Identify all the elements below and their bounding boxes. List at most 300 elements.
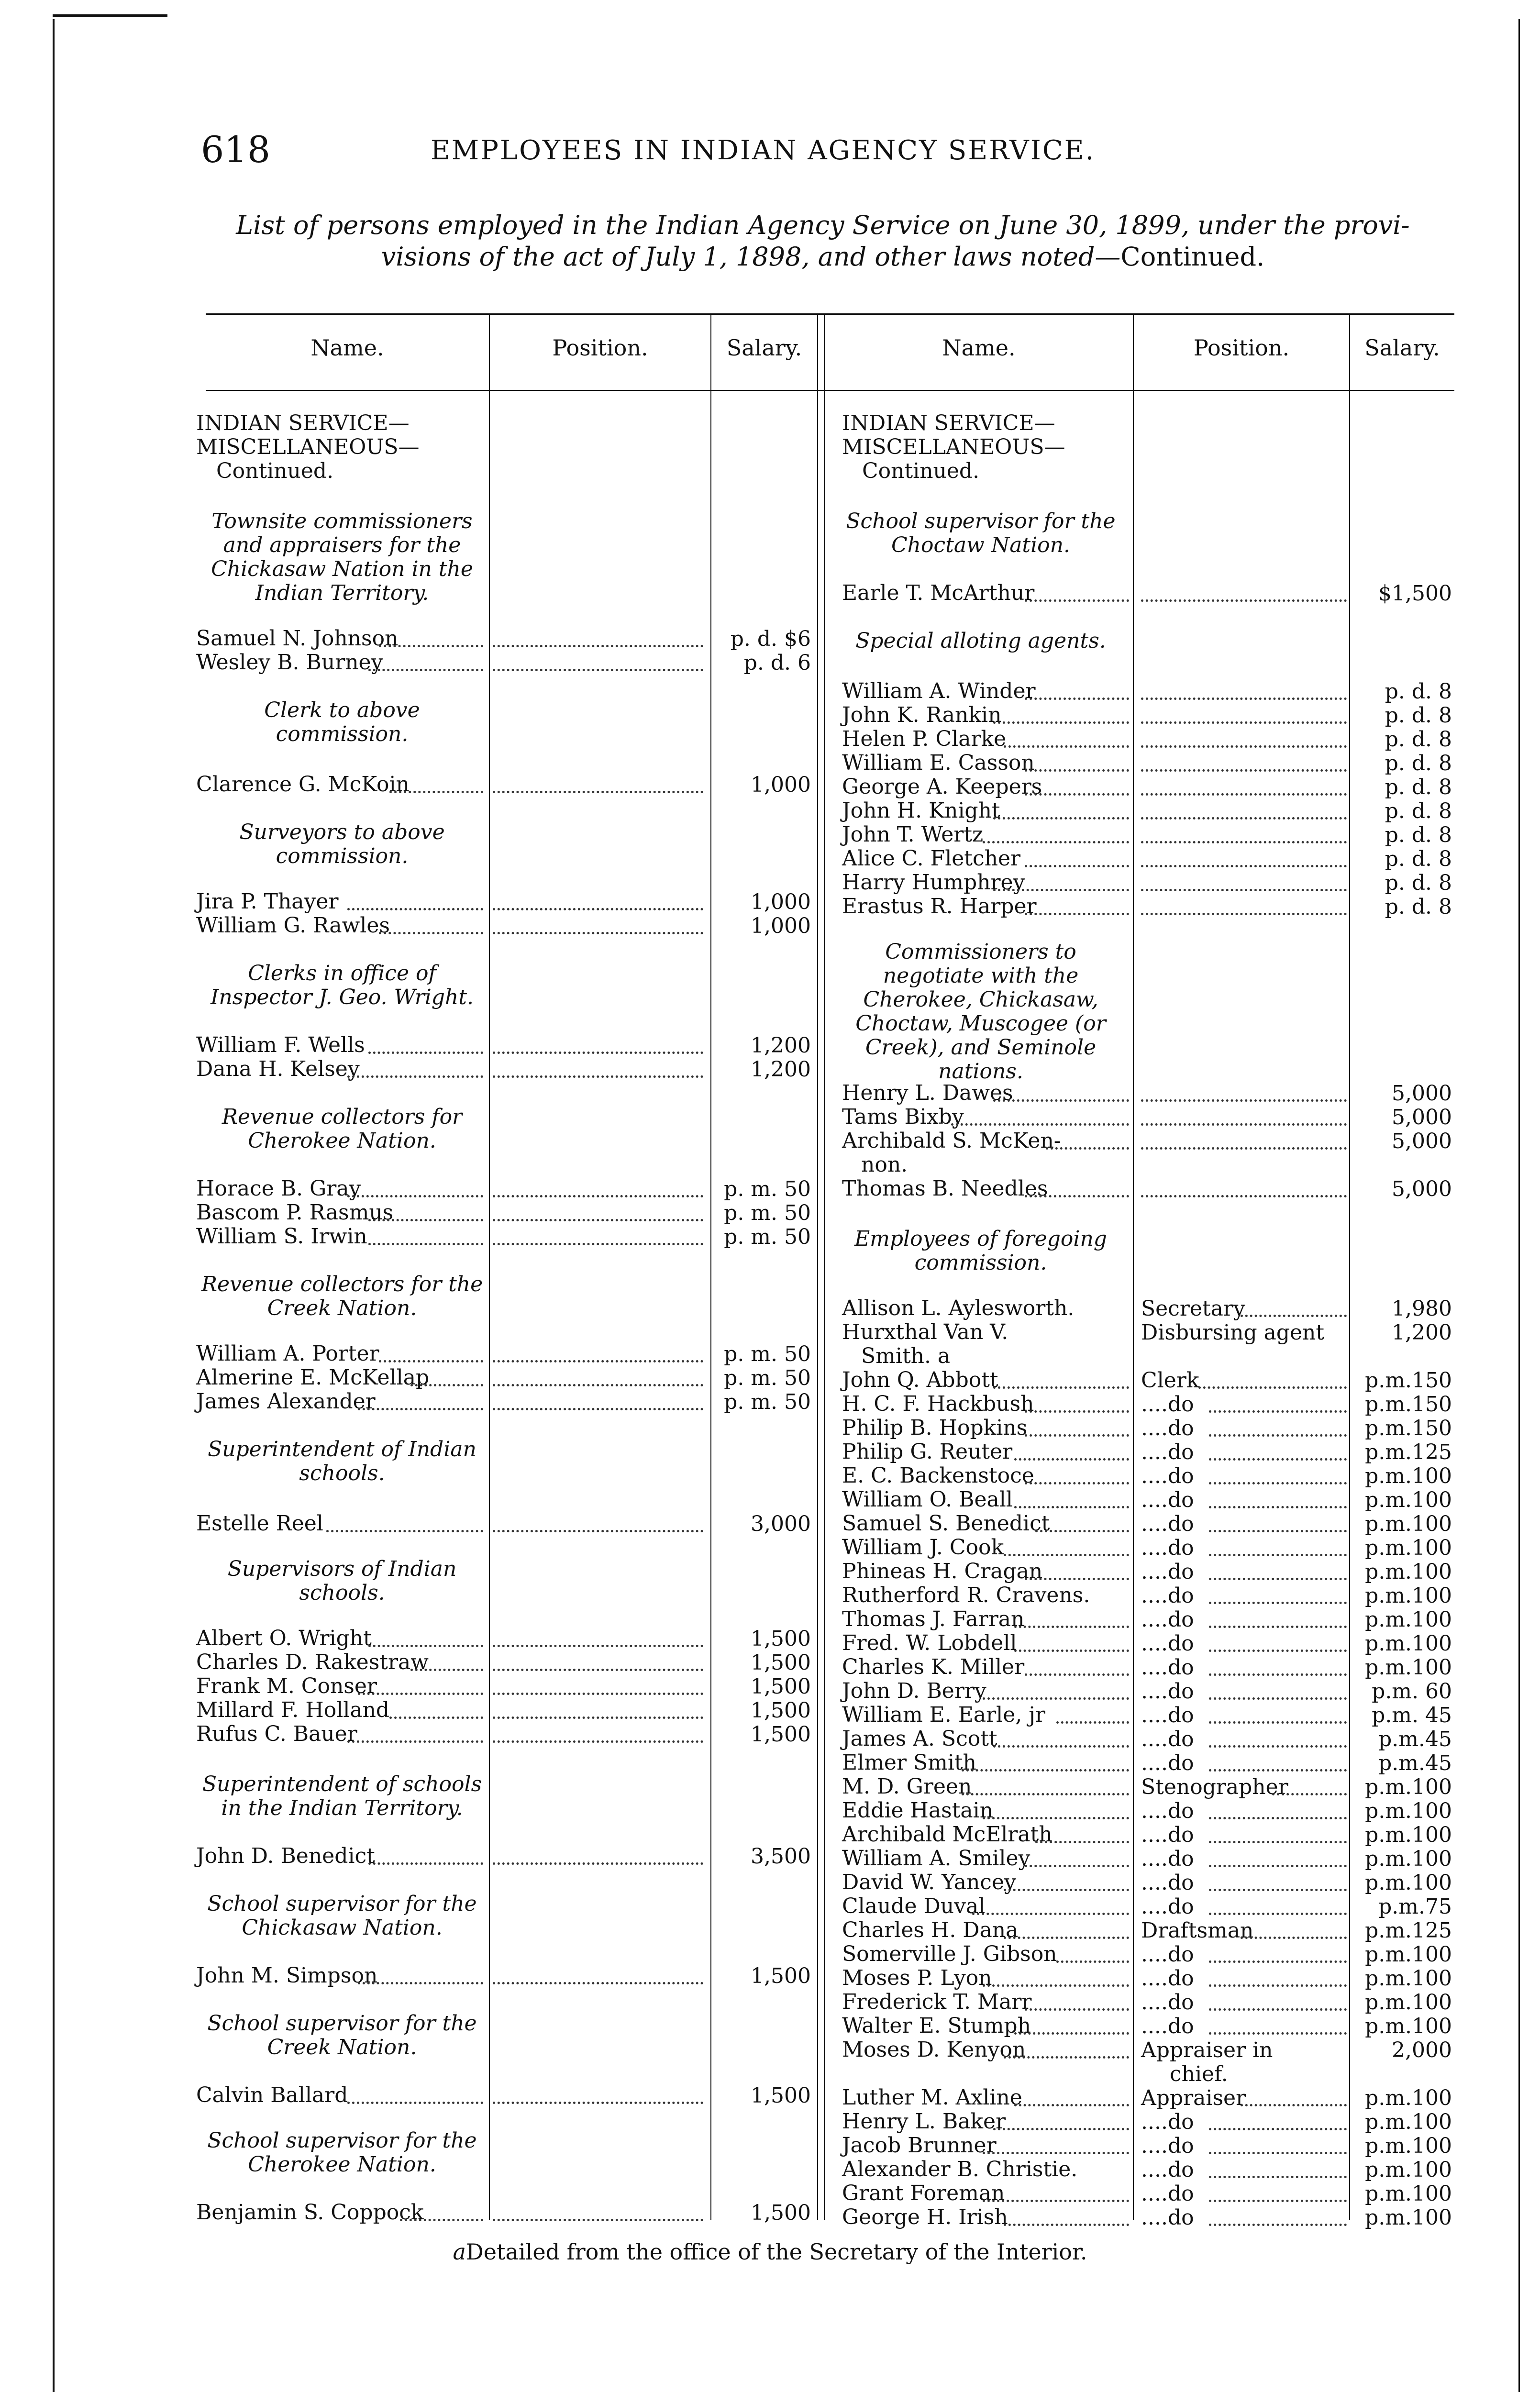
left-section-heading: INDIAN SERVICE— MISCELLANEOUS— Continued. — [196, 411, 420, 483]
right-name-leader — [993, 721, 1129, 724]
right-employee-position: ....do — [1141, 1679, 1194, 1704]
right-position-leader — [1209, 1697, 1347, 1700]
right-name-leader — [983, 2200, 1129, 2202]
left-name-leader — [379, 1360, 483, 1362]
left-employee-name: Benjamin S. Coppock — [196, 2200, 424, 2225]
right-employee-position: Secretary — [1141, 1296, 1245, 1321]
right-employee-name: Helen P. Clarke — [842, 727, 1007, 751]
right-position-leader — [1209, 1960, 1347, 1963]
right-name-leader — [1025, 793, 1129, 796]
left-employee-name: Jira P. Thayer — [196, 889, 339, 914]
right-employee-salary: p.m.100 — [1365, 2134, 1452, 2158]
left-position-leader — [493, 645, 703, 647]
right-employee-name: Henry L. Dawes — [842, 1081, 1013, 1105]
right-employee-salary: p. d. 8 — [1385, 799, 1452, 823]
right-position-leader — [1209, 1602, 1347, 1604]
left-employee-name: Horace B. Gray — [196, 1176, 361, 1201]
right-employee-name: Fred. W. Lobdell — [842, 1631, 1017, 1655]
left-name-leader — [347, 1195, 483, 1197]
right-position-leader — [1209, 1578, 1347, 1580]
right-employee-name: Eddie Hastain — [842, 1798, 994, 1823]
right-name-leader — [1004, 1889, 1129, 1891]
right-position-leader — [1141, 1147, 1347, 1150]
left-position-leader — [493, 1195, 703, 1197]
right-employee-position: ....do — [1141, 1536, 1194, 1560]
right-employee-position: Stenographer — [1141, 1775, 1288, 1799]
right-name-leader — [1014, 2032, 1129, 2035]
right-position-leader — [1209, 1769, 1347, 1772]
left-employee-salary: 1,000 — [751, 773, 811, 797]
left-employee-name: Frank M. Conser — [196, 1674, 377, 1698]
right-position-leader — [1141, 599, 1347, 602]
right-employee-position: ....do — [1141, 2182, 1194, 2206]
right-name-continuation: non. — [861, 1152, 908, 1177]
right-employee-salary: p.m.75 — [1378, 1894, 1452, 1919]
left-employee-name: James Alexander — [196, 1389, 376, 1414]
right-employee-salary: p. d. 8 — [1385, 895, 1452, 919]
right-position-leader — [1209, 2200, 1347, 2202]
right-name-leader — [1004, 1554, 1129, 1556]
left-position-leader — [493, 1862, 703, 1865]
right-position-leader — [1209, 2152, 1347, 2154]
left-employee-name: Charles D. Rakestraw — [196, 1650, 429, 1674]
right-name-leader — [1025, 1195, 1129, 1197]
left-position-leader — [493, 1243, 703, 1245]
right-employee-name: Somerville J. Gibson — [842, 1942, 1057, 1966]
left-employee-name: Samuel N. Johnson — [196, 626, 399, 651]
right-name-leader — [993, 1099, 1129, 1102]
left-employee-name: Clarence G. McKoin — [196, 772, 410, 797]
left-position-leader — [493, 2102, 703, 2104]
left-name-leader — [368, 1645, 483, 1647]
right-employee-salary: p.m. 45 — [1372, 1703, 1452, 1728]
left-name-leader — [358, 1693, 483, 1695]
left-subheading: Revenue collectors for Cherokee Nation. — [222, 1105, 463, 1153]
right-name-leader — [1014, 1458, 1129, 1461]
left-name-leader — [410, 1669, 483, 1671]
right-employee-name: James A. Scott — [842, 1727, 997, 1751]
right-employee-salary: p. d. 8 — [1385, 823, 1452, 847]
left-name-leader — [358, 1408, 483, 1410]
header-bottom-rule — [206, 390, 1454, 391]
right-position-continuation: chief. — [1170, 2062, 1228, 2086]
right-employee-name: Alexander B. Christie. — [842, 2157, 1078, 2182]
right-position-leader — [1209, 1984, 1347, 1987]
left-name-leader — [389, 791, 483, 793]
right-employee-salary: 2,000 — [1392, 2038, 1452, 2062]
right-employee-name: William A. Smiley — [842, 1846, 1030, 1871]
left-employee-salary: p. m. 50 — [724, 1201, 811, 1225]
right-subheading: Employees of foregoing commission. — [854, 1227, 1107, 1275]
left-position-leader — [493, 1384, 703, 1386]
header-name-left: Name. — [310, 335, 384, 361]
right-employee-position: ....do — [1141, 2014, 1194, 2038]
right-position-leader — [1209, 1841, 1347, 1843]
right-employee-position: ....do — [1141, 1488, 1194, 1512]
right-employee-position: ....do — [1141, 1727, 1194, 1751]
right-position-leader — [1241, 1937, 1347, 1939]
left-employee-salary: 1,500 — [751, 2201, 811, 2225]
right-employee-name: Moses D. Kenyon — [842, 2038, 1026, 2062]
right-name-continuation: Smith. a — [861, 1344, 951, 1368]
right-employee-position: Disbursing agent — [1141, 1320, 1325, 1345]
header-name-right: Name. — [942, 335, 1016, 361]
right-employee-salary: p.m.125 — [1365, 1440, 1452, 1464]
right-position-leader — [1241, 2104, 1347, 2106]
right-employee-position: ....do — [1141, 1655, 1194, 1680]
right-employee-name: Grant Foreman — [842, 2181, 1005, 2205]
right-position-leader — [1198, 1386, 1347, 1389]
right-employee-name: Thomas J. Farran — [842, 1607, 1025, 1631]
right-employee-position: ....do — [1141, 1392, 1194, 1417]
right-employee-position: ....do — [1141, 1560, 1194, 1584]
right-employee-name: John Q. Abbott — [842, 1368, 998, 1392]
right-employee-salary: p. d. 8 — [1385, 775, 1452, 799]
right-employee-position: ....do — [1141, 2158, 1194, 2182]
right-name-leader — [983, 1984, 1129, 1987]
right-employee-position: ....do — [1141, 2134, 1194, 2158]
right-employee-salary: p.m.100 — [1365, 1775, 1452, 1799]
right-employee-name: David W. Yancey — [842, 1870, 1016, 1894]
left-employee-name: Estelle Reel — [196, 1511, 323, 1536]
right-employee-name: H. C. F. Hackbush — [842, 1392, 1034, 1416]
right-position-leader — [1209, 1458, 1347, 1461]
right-name-leader — [1025, 1434, 1129, 1437]
right-employee-salary: p.m.100 — [1365, 1655, 1452, 1680]
left-position-leader — [493, 1740, 703, 1743]
right-employee-name: Philip B. Hopkins — [842, 1416, 1028, 1440]
right-name-leader — [1056, 1721, 1129, 1724]
right-name-leader — [983, 841, 1129, 843]
right-employee-salary: p.m.125 — [1365, 1918, 1452, 1943]
right-employee-position: ....do — [1141, 1942, 1194, 1967]
right-position-leader — [1209, 1506, 1347, 1508]
right-employee-salary: p.m.100 — [1365, 1488, 1452, 1512]
table-caption — [191, 210, 1454, 273]
left-employee-name: William G. Rawles — [196, 913, 390, 938]
left-employee-salary: p. m. 50 — [724, 1366, 811, 1390]
top-rule — [53, 14, 167, 17]
right-employee-salary: 5,000 — [1392, 1081, 1452, 1106]
left-subheading: School supervisor for the Chickasaw Nation. — [207, 1892, 477, 1940]
left-name-leader — [347, 1740, 483, 1743]
left-position-leader — [493, 2219, 703, 2221]
right-position-leader — [1141, 841, 1347, 843]
left-subheading: Superintendent of Indian schools. — [208, 1437, 476, 1485]
left-employee-name: Bascom P. Rasmus — [196, 1200, 394, 1225]
right-employee-name: Moses P. Lyon — [842, 1966, 992, 1990]
left-subheading: Supervisors of Indian schools. — [227, 1557, 457, 1605]
right-name-leader — [1035, 1841, 1129, 1843]
right-name-leader — [1014, 1650, 1129, 1652]
right-position-leader — [1209, 1650, 1347, 1652]
right-employee-position: ....do — [1141, 1631, 1194, 1656]
right-name-leader — [1004, 745, 1129, 748]
right-employee-position: ....do — [1141, 1823, 1194, 1847]
right-employee-name: William A. Winder — [842, 679, 1036, 703]
right-position-leader — [1209, 1434, 1347, 1437]
right-subheading: School supervisor for the Choctaw Nation. — [846, 509, 1116, 557]
right-position-leader — [1141, 793, 1347, 796]
left-position-leader — [493, 1645, 703, 1647]
right-name-leader — [1014, 1506, 1129, 1508]
right-name-leader — [962, 1793, 1129, 1795]
footnote — [0, 2239, 1540, 2265]
right-subheading: Special alloting agents. — [855, 629, 1106, 653]
right-employee-name: Charles H. Dana — [842, 1918, 1019, 1942]
left-employee-salary: 3,500 — [751, 1844, 811, 1869]
right-position-leader — [1209, 1889, 1347, 1891]
left-position-leader — [493, 1408, 703, 1410]
right-employee-salary: p. d. 8 — [1385, 727, 1452, 752]
right-employee-name: William O. Beall — [842, 1487, 1013, 1512]
right-employee-name: Samuel S. Benedict — [842, 1511, 1050, 1536]
right-employee-salary: p.m.45 — [1378, 1751, 1452, 1775]
right-employee-name: Elmer Smith — [842, 1750, 976, 1775]
left-employee-name: Rufus C. Bauer — [196, 1722, 357, 1746]
left-subheading: Revenue collectors for the Creek Nation. — [201, 1272, 483, 1320]
right-name-leader — [1025, 1865, 1129, 1867]
right-employee-name: Luther M. Axline — [842, 2085, 1022, 2110]
right-position-leader — [1241, 1315, 1347, 1317]
right-employee-position: ....do — [1141, 1751, 1194, 1775]
right-position-leader — [1141, 721, 1347, 724]
right-employee-salary: p. d. 8 — [1385, 703, 1452, 728]
right-employee-name: Frederick T. Marr — [842, 1990, 1032, 2014]
right-employee-position: ....do — [1141, 1799, 1194, 1823]
left-subheading: School supervisor for the Creek Nation. — [207, 2011, 477, 2060]
table-top-rule — [206, 313, 1454, 315]
right-employee-position: ....do — [1141, 1512, 1194, 1536]
left-position-leader — [493, 1530, 703, 1532]
right-employee-name: Earle T. McArthur — [842, 581, 1035, 605]
left-employee-name: William F. Wells — [196, 1033, 365, 1057]
right-name-leader — [972, 1913, 1129, 1915]
right-position-leader — [1209, 1530, 1347, 1532]
right-position-leader — [1209, 1410, 1347, 1413]
right-employee-salary: p. d. 8 — [1385, 847, 1452, 871]
right-employee-salary: p.m.45 — [1378, 1727, 1452, 1751]
right-position-leader — [1209, 2032, 1347, 2035]
right-employee-name: William J. Cook — [842, 1535, 1004, 1560]
right-employee-salary: p.m.100 — [1365, 1584, 1452, 1608]
right-position-leader — [1141, 698, 1347, 700]
right-name-leader — [983, 1697, 1129, 1700]
right-employee-position: ....do — [1141, 1440, 1194, 1464]
right-name-leader — [993, 1745, 1129, 1748]
right-employee-position: ....do — [1141, 1703, 1194, 1728]
left-employee-salary: 1,500 — [751, 1698, 811, 1723]
col-divider-5 — [1349, 313, 1350, 2220]
right-subheading: Commissioners to negotiate with the Cherokee, Chickasaw, Choctaw, Muscogee (or Creek), and Seminole nations. — [855, 940, 1106, 1084]
right-position-leader — [1209, 2224, 1347, 2226]
left-name-leader — [326, 1530, 483, 1532]
header-salary-left: Salary. — [726, 335, 802, 361]
left-employee-name: Millard F. Holland — [196, 1698, 390, 1722]
left-employee-salary: 1,500 — [751, 1674, 811, 1699]
left-name-leader — [379, 932, 483, 934]
left-employee-salary: 1,500 — [751, 1964, 811, 1988]
left-subheading: Surveyors to above commission. — [239, 820, 445, 868]
left-name-leader — [368, 1862, 483, 1865]
right-employee-name: Allison L. Aylesworth. — [842, 1296, 1075, 1320]
left-position-leader — [493, 1716, 703, 1719]
left-name-leader — [347, 908, 483, 910]
left-employee-salary: 1,500 — [751, 1650, 811, 1675]
right-name-leader — [951, 1123, 1129, 1126]
right-employee-name: Harry Humphrey — [842, 870, 1025, 895]
left-employee-salary: 1,500 — [751, 1722, 811, 1747]
right-employee-salary: p. d. 8 — [1385, 751, 1452, 775]
right-employee-name: John H. Knight — [842, 798, 1000, 823]
right-name-leader — [1025, 599, 1129, 602]
right-employee-salary: 5,000 — [1392, 1177, 1452, 1201]
right-position-leader — [1141, 865, 1347, 867]
left-employee-salary: 1,000 — [751, 890, 811, 914]
right-employee-name: Walter E. Stumph — [842, 2014, 1031, 2038]
left-employee-name: Calvin Ballard — [196, 2083, 348, 2107]
right-employee-salary: p.m.100 — [1365, 2014, 1452, 2038]
left-employee-salary: p. m. 50 — [724, 1342, 811, 1366]
left-employee-salary: 1,500 — [751, 1627, 811, 1651]
header-position-left: Position. — [552, 335, 648, 361]
right-employee-position: ....do — [1141, 2205, 1194, 2230]
left-position-leader — [493, 1360, 703, 1362]
center-double-rule-a — [817, 313, 818, 2220]
left-employee-salary: p. m. 50 — [724, 1390, 811, 1414]
right-employee-position: ....do — [1141, 1607, 1194, 1632]
caption-line-2-italic: visions of the act of July 1, 1898, and other laws noted— — [381, 242, 1121, 272]
right-employee-salary: 5,000 — [1392, 1129, 1452, 1153]
left-employee-salary: 3,000 — [751, 1512, 811, 1536]
right-employee-salary: p.m.100 — [1365, 1560, 1452, 1584]
left-employee-salary: p. m. 50 — [724, 1177, 811, 1201]
left-position-leader — [493, 1075, 703, 1078]
left-position-leader — [493, 1669, 703, 1671]
right-name-leader — [1004, 2224, 1129, 2226]
left-employee-salary: p. m. 50 — [724, 1225, 811, 1249]
left-employee-name: John D. Benedict — [196, 1844, 375, 1868]
right-position-leader — [1209, 1913, 1347, 1915]
left-subheading: Clerks in office of Inspector J. Geo. Wright. — [211, 961, 474, 1009]
right-position-leader — [1209, 1817, 1347, 1819]
left-name-leader — [368, 669, 483, 671]
right-name-leader — [1035, 1530, 1129, 1532]
right-employee-name: Phineas H. Cragan — [842, 1559, 1043, 1584]
right-employee-position: Draftsman — [1141, 1918, 1254, 1943]
left-position-leader — [493, 908, 703, 910]
right-employee-salary: 1,200 — [1392, 1320, 1452, 1345]
left-employee-name: William S. Irwin — [196, 1224, 367, 1249]
caption-line-2 — [191, 241, 1454, 273]
right-employee-name: John D. Berry — [842, 1679, 986, 1703]
right-name-leader — [1014, 2104, 1129, 2106]
right-employee-position: ....do — [1141, 1990, 1194, 2015]
running-head: EMPLOYEES IN INDIAN AGENCY SERVICE. — [431, 135, 1096, 166]
col-divider-2 — [710, 313, 711, 2220]
left-position-leader — [493, 1219, 703, 1221]
right-position-leader — [1141, 889, 1347, 891]
right-name-leader — [1025, 2008, 1129, 2011]
right-name-leader — [1025, 1673, 1129, 1676]
right-name-leader — [1004, 1937, 1129, 1939]
right-employee-name: Jacob Brunner — [842, 2133, 997, 2158]
right-name-leader — [1004, 2056, 1129, 2059]
right-employee-salary: p.m.100 — [1365, 1799, 1452, 1823]
right-employee-name: Archibald McElrath — [842, 1822, 1053, 1847]
right-employee-name: Thomas B. Needles — [842, 1176, 1048, 1201]
right-employee-name: M. D. Green — [842, 1774, 972, 1799]
left-subheading: Clerk to above commission. — [264, 698, 420, 746]
right-employee-salary: p. d. 8 — [1385, 679, 1452, 704]
right-name-leader — [1056, 1960, 1129, 1963]
caption-continued: Continued. — [1120, 242, 1265, 272]
right-employee-position: Clerk — [1141, 1368, 1199, 1393]
left-name-leader — [368, 1219, 483, 1221]
right-position-leader — [1141, 769, 1347, 772]
right-name-leader — [1014, 1626, 1129, 1628]
right-employee-salary: 5,000 — [1392, 1105, 1452, 1130]
left-name-leader — [347, 1075, 483, 1078]
right-name-leader — [1025, 1410, 1129, 1413]
right-employee-salary: $1,500 — [1378, 581, 1452, 606]
right-employee-name: William E. Casson — [842, 751, 1035, 775]
right-employee-position: ....do — [1141, 1871, 1194, 1895]
right-position-leader — [1141, 913, 1347, 915]
right-employee-salary: p.m.100 — [1365, 1464, 1452, 1488]
right-position-leader — [1209, 1626, 1347, 1628]
left-position-leader — [493, 791, 703, 793]
right-employee-salary: p.m.100 — [1365, 1631, 1452, 1656]
right-name-leader — [993, 1386, 1129, 1389]
right-position-leader — [1209, 2128, 1347, 2130]
right-employee-name: Alice C. Fletcher — [842, 846, 1021, 871]
right-position-leader — [1272, 1793, 1347, 1795]
right-employee-salary: p.m.100 — [1365, 1607, 1452, 1632]
left-employee-name: Albert O. Wright — [196, 1626, 372, 1650]
right-employee-position: ....do — [1141, 2110, 1194, 2134]
right-name-leader — [993, 817, 1129, 819]
left-employee-name: Wesley B. Burney — [196, 650, 383, 675]
right-name-leader — [1025, 1482, 1129, 1484]
right-employee-salary: p.m.100 — [1365, 1990, 1452, 2015]
right-name-leader — [993, 889, 1129, 891]
left-employee-name: John M. Simpson — [196, 1963, 378, 1988]
right-employee-position: ....do — [1141, 1966, 1194, 1991]
right-position-leader — [1141, 817, 1347, 819]
left-subheading: School supervisor for the Cherokee Nation. — [207, 2128, 477, 2177]
right-name-leader — [1025, 865, 1129, 867]
right-employee-salary: 1,980 — [1392, 1296, 1452, 1321]
right-employee-salary: p.m.100 — [1365, 1966, 1452, 1991]
footnote-text: Detailed from the office of the Secretary of the Interior. — [465, 2239, 1087, 2265]
right-employee-name: William E. Earle, jr — [842, 1703, 1045, 1727]
right-position-leader — [1209, 1673, 1347, 1676]
right-position-leader — [1209, 2008, 1347, 2011]
col-divider-1 — [489, 313, 490, 2220]
right-employee-name: John K. Rankin — [842, 703, 1002, 727]
header-salary-right: Salary. — [1364, 335, 1440, 361]
header-position-right: Position. — [1193, 335, 1290, 361]
right-employee-salary: p.m.100 — [1365, 1823, 1452, 1847]
right-name-leader — [962, 1769, 1129, 1772]
right-employee-salary: p.m.100 — [1365, 2205, 1452, 2230]
right-employee-position: Appraiser in — [1141, 2038, 1273, 2062]
left-employee-salary: p. d. $6 — [730, 627, 811, 651]
right-employee-name: John T. Wertz — [842, 822, 984, 847]
left-employee-name: William A. Porter — [196, 1341, 379, 1366]
left-name-leader — [358, 1982, 483, 1984]
